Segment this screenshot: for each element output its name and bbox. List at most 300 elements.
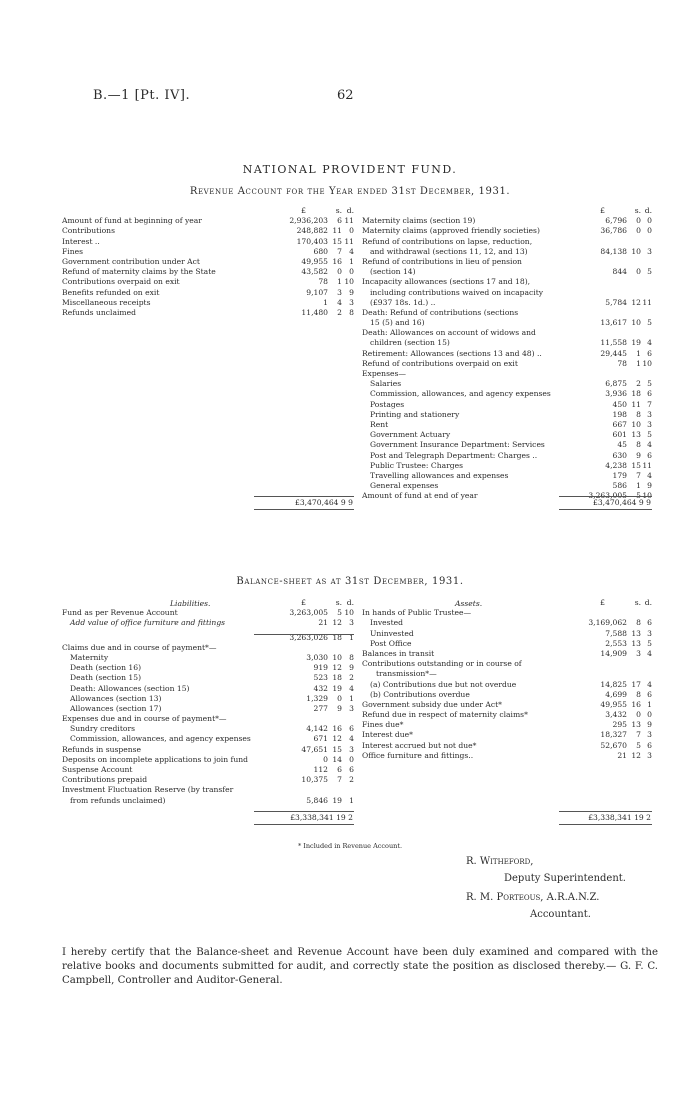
account-description: Balances in transit (362, 648, 435, 658)
shillings-value: 7 (636, 470, 641, 480)
pence-value: 6 (647, 689, 652, 699)
pence-value: 3 (349, 744, 354, 754)
pounds-value: 3,030 (306, 652, 328, 662)
revenue-receipts-column (62, 206, 354, 318)
account-row (62, 267, 354, 277)
pence-header: d. (346, 598, 354, 607)
shillings-value: 18 (631, 389, 641, 399)
pence-value: 0 (647, 710, 652, 720)
shillings-value: 3 (636, 648, 641, 658)
pence-value: 11 (642, 297, 652, 307)
account-row (362, 318, 652, 328)
pence-value: 6 (647, 389, 652, 399)
account-description: (a) Contributions due but not overdue (370, 679, 517, 689)
account-description: transmission*— (376, 669, 437, 679)
account-row (362, 298, 652, 308)
account-row (362, 690, 652, 700)
account-row (362, 471, 652, 481)
account-row (362, 730, 652, 740)
footnote: * Included in Revenue Account. (297, 842, 403, 850)
account-row (62, 714, 354, 724)
pence-value: 0 (349, 267, 354, 277)
assets-column (362, 598, 652, 761)
account-row (362, 751, 652, 761)
pounds-value: 10,375 (301, 775, 328, 785)
pounds-value: 29,445 (600, 348, 627, 358)
account-row (62, 765, 354, 775)
account-row (62, 734, 354, 744)
account-row (362, 451, 652, 461)
pounds-value: 586 (612, 481, 627, 491)
account-row (62, 643, 354, 653)
pounds-value: 0 (323, 754, 328, 764)
account-row (62, 796, 354, 806)
account-description: Death (section 15) (70, 673, 142, 683)
shillings-value: 1 (636, 348, 641, 358)
account-row (362, 247, 652, 257)
pounds-value: 601 (612, 430, 627, 440)
pounds-value: 14,909 (600, 648, 627, 658)
account-description: Amount of fund at end of year (362, 491, 478, 501)
account-row (62, 308, 354, 318)
pounds-value: 18,327 (600, 730, 627, 740)
column-units-header (362, 598, 652, 608)
account-row (62, 237, 354, 247)
pounds-value: 248,882 (296, 226, 328, 236)
pence-value: 4 (349, 734, 354, 744)
shillings-value: 5 (636, 491, 641, 501)
account-description: In hands of Public Trustee— (362, 608, 472, 618)
account-row (62, 673, 354, 683)
account-description: Salaries (370, 379, 402, 389)
pence-value: 0 (647, 216, 652, 226)
account-row (362, 710, 652, 720)
pence-value: 10 (642, 358, 652, 368)
account-description: General expenses (370, 481, 439, 491)
liabilities-subtotal-rule (254, 634, 354, 635)
account-description: including contributions waived on incapacity (370, 287, 544, 297)
pounds-value: 919 (313, 663, 328, 673)
pounds-value: 21 (617, 750, 627, 760)
shillings-value: 1 (636, 358, 641, 368)
account-row (362, 649, 652, 659)
account-row (362, 369, 652, 379)
account-description: Refunds unclaimed (62, 307, 136, 317)
pounds-value: 277 (313, 703, 328, 713)
shillings-value: 4 (337, 297, 342, 307)
fund-title: NATIONAL PROVIDENT FUND. (242, 163, 458, 176)
pence-value: 6 (647, 450, 652, 460)
pence-value: 6 (647, 348, 652, 358)
account-row (362, 267, 652, 277)
shillings-value: 1 (337, 277, 342, 287)
pence-value: 9 (349, 287, 354, 297)
account-description: Incapacity allowances (sections 17 and 18), (362, 277, 531, 287)
auditor-certificate: I hereby certify that the Balance-sheet and Revenue Account have been duly examined and compared with the relative books and documents submitted for audit, and correctly state the position as disclosed thereby.— G. F. C. Campbell, Controller and Auditor-General. (62, 947, 658, 986)
report-reference: B.—1 [Pt. IV]. (93, 88, 191, 103)
shillings-value: 9 (337, 703, 342, 713)
account-description: Uninvested (370, 628, 414, 638)
shillings-value: 12 (332, 618, 342, 628)
revenue-account-heading: Revenue Account for the Year ended 31st December, 1931. (189, 186, 511, 197)
account-description: Contributions (62, 226, 115, 236)
account-description: Government Actuary (370, 430, 451, 440)
account-description: Government subsidy due under Act* (362, 699, 502, 709)
column-units-header (62, 206, 354, 216)
column-units-header (362, 206, 652, 216)
pounds-value: 3,936 (605, 389, 627, 399)
pounds-value: 36,786 (600, 226, 627, 236)
shillings-value: 6 (337, 765, 342, 774)
account-description: and withdrawal (sections 11, 12, and 13) (370, 246, 528, 256)
account-description: Fines due* (362, 720, 404, 730)
account-description: Government contribution under Act (62, 256, 200, 266)
account-description: 15 (5) and 16) (370, 318, 425, 328)
shillings-value: 5 (337, 608, 342, 618)
balance-total-right (559, 811, 652, 825)
accountant-title: Accountant. (530, 909, 591, 920)
shillings-value: 12 (332, 734, 342, 744)
account-description: Suspense Account (62, 765, 133, 774)
pounds-value: 4,142 (306, 724, 328, 734)
pounds-value: 9,107 (306, 287, 328, 297)
pence-value: 9 (349, 663, 354, 673)
pounds-value: 3,263,026 (289, 632, 328, 642)
pounds-value: 5,846 (306, 795, 328, 805)
account-row (62, 684, 354, 694)
pence-value: 7 (647, 399, 652, 409)
pence-value: 11 (344, 216, 354, 226)
pence-value: 6 (647, 740, 652, 750)
account-description: Death: Allowances on account of widows and (362, 328, 536, 338)
account-description: Invested (370, 618, 403, 628)
pounds-value: 3,169,062 (588, 618, 627, 628)
shillings-value: 7 (337, 775, 342, 785)
pence-value: 0 (647, 226, 652, 236)
pounds-value: 680 (313, 246, 328, 256)
shillings-value: 7 (636, 730, 641, 740)
pence-value: 6 (349, 724, 354, 734)
pounds-value: 13,617 (600, 318, 627, 328)
account-row (62, 663, 354, 673)
pounds-header: £ (301, 206, 306, 215)
account-row (362, 629, 652, 639)
account-row (62, 257, 354, 267)
account-row (362, 349, 652, 359)
pounds-value: 78 (318, 277, 328, 287)
account-description: Maternity claims (approved friendly societies) (362, 226, 540, 236)
pence-value: 0 (349, 226, 354, 236)
account-description: Miscellaneous receipts (62, 297, 151, 307)
account-row (62, 704, 354, 714)
pounds-value: 6,875 (605, 379, 627, 389)
account-row (362, 720, 652, 730)
pounds-value: 49,955 (600, 699, 627, 709)
pence-value: 2 (349, 673, 354, 683)
shillings-header: s. (634, 206, 641, 215)
shillings-value: 13 (631, 720, 641, 730)
superintendent-name: R. Witheford, (466, 856, 534, 867)
pence-value: 4 (349, 683, 354, 693)
shillings-header: s. (335, 598, 342, 607)
account-description: from refunds unclaimed) (70, 795, 166, 805)
account-description: Investment Fluctuation Reserve (by transfer (62, 785, 234, 795)
pounds-header: £ (600, 598, 605, 607)
pence-value: 0 (349, 754, 354, 764)
shillings-value: 12 (631, 297, 641, 307)
account-row (62, 298, 354, 308)
account-row (62, 247, 354, 257)
shillings-value: 18 (332, 673, 342, 683)
account-description: Refunds in suspense (62, 744, 142, 754)
account-description: Allowances (section 13) (70, 693, 162, 703)
account-description: (b) Contributions overdue (370, 689, 470, 699)
pounds-value: 78 (617, 358, 627, 368)
account-description: Allowances (section 17) (70, 703, 162, 713)
account-row (62, 216, 354, 226)
pence-value: 9 (647, 481, 652, 491)
shillings-value: 13 (631, 628, 641, 638)
account-description: Death: Refund of contributions (sections (362, 307, 519, 317)
pence-value: 4 (647, 470, 652, 480)
pence-value: 4 (349, 246, 354, 256)
account-row (362, 461, 652, 471)
pounds-value: 671 (313, 734, 328, 744)
shillings-value: 8 (636, 689, 641, 699)
shillings-value: 0 (636, 710, 641, 720)
account-row (362, 659, 652, 669)
pounds-value: 667 (612, 419, 627, 429)
account-description: Printing and stationery (370, 409, 460, 419)
pounds-header: £ (600, 206, 605, 215)
shillings-value: 7 (337, 246, 342, 256)
shillings-value: 16 (631, 699, 641, 709)
shillings-value: 16 (332, 256, 342, 266)
pence-value: 1 (349, 795, 354, 805)
account-description: Death: Allowances (section 15) (70, 683, 190, 693)
pounds-value: 3,432 (605, 710, 627, 720)
account-description: children (section 15) (370, 338, 450, 348)
account-description: Expenses— (362, 369, 406, 378)
pounds-value: 45 (617, 440, 627, 450)
pence-value: 4 (647, 338, 652, 348)
account-description: Refund of contributions on lapse, reduction, (362, 236, 533, 246)
account-row (62, 745, 354, 755)
pence-value: 5 (647, 318, 652, 328)
account-description: Travelling allowances and expenses (370, 470, 509, 480)
pence-value: 11 (642, 460, 652, 470)
account-row (362, 440, 652, 450)
revenue-payments-column (362, 206, 652, 501)
pence-value: 3 (647, 750, 652, 760)
pounds-value: 1 (323, 297, 328, 307)
pounds-value: 11,558 (600, 338, 627, 348)
pence-value: 4 (647, 648, 652, 658)
balance-sheet-heading: Balance-sheet as at 31st December, 1931. (236, 576, 464, 587)
liabilities-column (62, 598, 354, 806)
shillings-value: 10 (332, 652, 342, 662)
account-row (362, 359, 652, 369)
account-row (362, 379, 652, 389)
account-row (62, 775, 354, 785)
shillings-value: 8 (636, 409, 641, 419)
pounds-value: 3,263,005 (588, 491, 627, 501)
balance-total-left (254, 811, 354, 825)
account-row (62, 724, 354, 734)
pounds-value: 14,825 (600, 679, 627, 689)
account-description: Contributions outstanding or in course of (362, 659, 522, 669)
shillings-value: 2 (337, 307, 342, 317)
shillings-value: 5 (636, 740, 641, 750)
pounds-value: 21 (318, 618, 328, 628)
pence-value: 3 (349, 297, 354, 307)
balance-total-left-amount: £3,338,341 19 2 (290, 813, 353, 822)
pence-value: 5 (647, 430, 652, 440)
pounds-value: 49,955 (301, 256, 328, 266)
shillings-value: 15 (631, 460, 641, 470)
account-row (362, 216, 652, 226)
shillings-value: 11 (332, 226, 342, 236)
account-description: Public Trustee: Charges (370, 460, 463, 470)
account-row (62, 608, 354, 618)
shillings-value: 19 (332, 795, 342, 805)
pounds-value: 7,588 (605, 628, 627, 638)
account-row (62, 288, 354, 298)
balance-total-right-amount: £3,338,341 19 2 (588, 813, 651, 822)
account-row (362, 338, 652, 348)
pounds-value: 47,651 (301, 744, 328, 754)
pence-value: 10 (642, 491, 652, 501)
pounds-value: 450 (612, 399, 627, 409)
liabilities-heading: Liabilities. (170, 599, 211, 608)
pence-value: 6 (349, 765, 354, 774)
shillings-header: s. (335, 206, 342, 215)
pence-value: 3 (647, 246, 652, 256)
account-description: Office furniture and fittings.. (362, 750, 474, 760)
shillings-value: 8 (636, 618, 641, 628)
pence-value: 10 (344, 277, 354, 287)
account-row (362, 669, 652, 679)
pence-value: 5 (647, 267, 652, 277)
account-description: Interest accrued but not due* (362, 740, 477, 750)
shillings-value: 1 (636, 481, 641, 491)
shillings-value: 13 (631, 430, 641, 440)
account-description: Fines (62, 246, 83, 256)
pounds-value: 3,263,005 (289, 608, 328, 618)
shillings-value: 0 (337, 267, 342, 277)
account-row (62, 694, 354, 704)
shillings-value: 10 (631, 246, 641, 256)
account-row (362, 741, 652, 751)
account-row (362, 430, 652, 440)
shillings-header: s. (634, 598, 641, 607)
shillings-value: 12 (631, 750, 641, 760)
pence-value: 11 (344, 236, 354, 246)
pounds-value: 170,403 (296, 236, 328, 246)
account-description: Contributions prepaid (62, 775, 148, 785)
account-description: Refund due in respect of maternity claims* (362, 710, 528, 720)
pence-value: 4 (647, 440, 652, 450)
account-row (62, 618, 354, 628)
account-row (362, 680, 652, 690)
pounds-header: £ (301, 598, 306, 607)
account-description: Maternity claims (section 19) (362, 216, 476, 226)
pence-header: d. (644, 598, 652, 607)
shillings-value: 19 (631, 338, 641, 348)
shillings-value: 9 (636, 450, 641, 460)
account-row (362, 700, 652, 710)
shillings-value: 6 (337, 216, 342, 226)
shillings-value: 11 (631, 399, 641, 409)
shillings-value: 18 (332, 632, 342, 642)
shillings-value: 15 (332, 744, 342, 754)
account-row (362, 608, 652, 618)
account-row (62, 653, 354, 663)
revenue-total-left (254, 496, 354, 510)
account-description: Claims due and in course of payment*— (62, 642, 217, 652)
account-row (362, 481, 652, 491)
account-description: Retirement: Allowances (sections 13 and 48) .. (362, 348, 542, 358)
account-row (62, 226, 354, 236)
account-description: (section 14) (370, 267, 416, 277)
column-units-header (62, 598, 354, 608)
account-description: Commission, allowances, and agency expenses (370, 389, 551, 399)
pounds-value: 523 (313, 673, 328, 683)
account-description: Add value of office furniture and fittings (70, 618, 226, 628)
pence-value: 10 (344, 608, 354, 618)
account-description: (£937 18s. 1d.) .. (370, 297, 436, 307)
pence-header: d. (346, 206, 354, 215)
pence-value: 3 (349, 703, 354, 713)
pounds-value: 844 (612, 267, 627, 277)
account-description: Government Insurance Department: Services (370, 440, 545, 450)
account-row (62, 755, 354, 765)
shillings-value: 0 (337, 693, 342, 703)
shillings-value: 12 (332, 663, 342, 673)
assets-heading: Assets. (455, 599, 483, 608)
page-number: 62 (337, 88, 354, 103)
account-row (362, 237, 652, 247)
account-row (362, 257, 652, 267)
account-description: Contributions overpaid on exit (62, 277, 180, 287)
pounds-value: 179 (612, 470, 627, 480)
pence-value: 3 (647, 409, 652, 419)
pounds-value: 52,670 (600, 740, 627, 750)
account-description: Interest .. (62, 236, 100, 246)
pence-value: 4 (647, 679, 652, 689)
pounds-value: 198 (612, 409, 627, 419)
pounds-value: 4,699 (605, 689, 627, 699)
pence-value: 1 (349, 256, 354, 266)
pounds-value: 630 (612, 450, 627, 460)
shillings-value: 17 (631, 679, 641, 689)
pence-value: 3 (647, 628, 652, 638)
pence-value: 1 (647, 699, 652, 709)
shillings-value: 19 (332, 683, 342, 693)
pence-value: 3 (647, 730, 652, 740)
account-row (362, 410, 652, 420)
pence-value: 3 (349, 618, 354, 628)
pence-value: 5 (647, 638, 652, 648)
shillings-value: 2 (636, 379, 641, 389)
pounds-value: 5,784 (605, 297, 627, 307)
account-row (362, 400, 652, 410)
account-description: Benefits refunded on exit (62, 287, 160, 297)
pence-value: 9 (647, 720, 652, 730)
accountant-name: R. M. Porteous, A.R.A.N.Z. (466, 892, 600, 903)
account-row (362, 420, 652, 430)
account-row (362, 308, 652, 318)
